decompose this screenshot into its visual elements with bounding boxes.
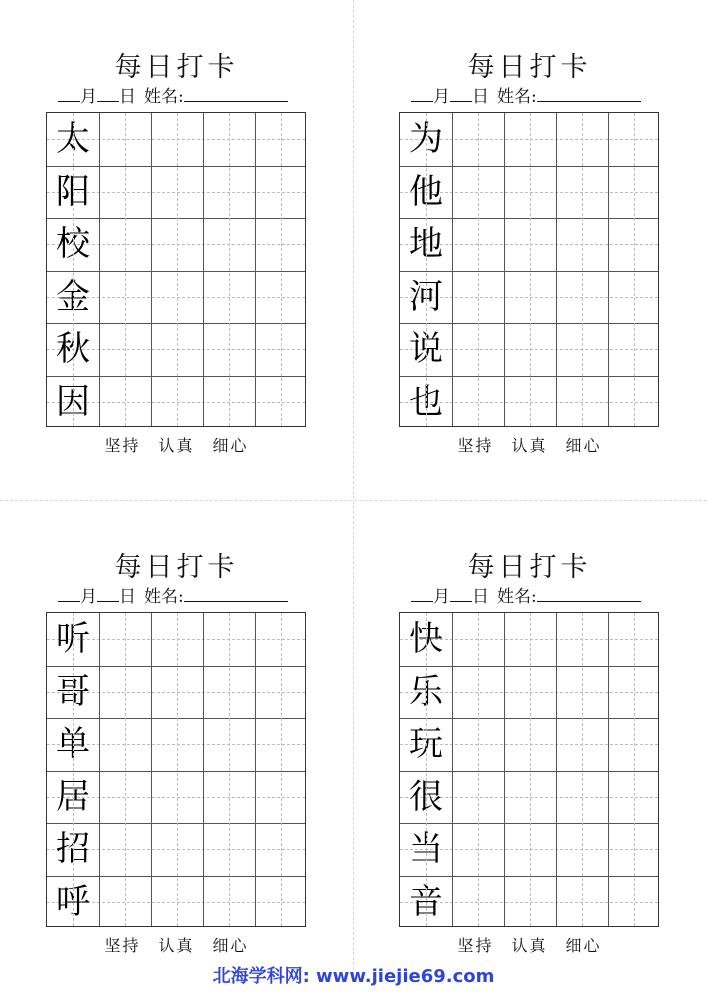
day-blank[interactable]	[450, 87, 472, 102]
guide-line	[478, 613, 479, 926]
practice-character: 金	[56, 276, 90, 317]
column-line	[608, 613, 609, 926]
date-name-line	[411, 86, 641, 108]
card-title: 每日打卡	[467, 552, 592, 583]
column-line	[255, 613, 256, 926]
name-blank[interactable]	[537, 587, 641, 602]
practice-character: 听	[56, 619, 90, 659]
motto-word: 坚持	[457, 936, 494, 955]
practice-character: 地	[409, 224, 443, 264]
motto-word: 细心	[212, 936, 249, 955]
guide-line	[229, 113, 230, 426]
practice-character: 秋	[56, 329, 90, 369]
motto-word: 认真	[511, 436, 548, 455]
guide-line	[229, 613, 230, 926]
tianzige-grid	[399, 112, 659, 427]
day-blank[interactable]	[97, 587, 119, 602]
name-label: 姓名:	[144, 87, 184, 107]
motto	[0, 433, 353, 456]
guide-line	[281, 613, 282, 926]
month-blank[interactable]	[411, 87, 433, 102]
practice-character: 很	[409, 776, 443, 817]
practice-character: 也	[409, 381, 443, 422]
day-blank[interactable]	[97, 87, 119, 102]
practice-character: 校	[56, 224, 90, 264]
practice-character: 河	[409, 276, 443, 317]
motto-word: 坚持	[104, 436, 141, 455]
practice-character: 当	[409, 829, 443, 869]
practice-character: 音	[409, 881, 443, 922]
date-name-line	[58, 586, 288, 608]
name-blank[interactable]	[184, 87, 288, 102]
tianzige-grid	[46, 112, 306, 427]
guide-line	[281, 113, 282, 426]
column-line	[151, 613, 152, 926]
column-line	[452, 613, 453, 926]
practice-card	[0, 0, 353, 500]
practice-character: 因	[56, 381, 90, 422]
motto-word: 细心	[565, 436, 602, 455]
practice-character: 为	[409, 119, 443, 159]
guide-line	[177, 113, 178, 426]
column-line	[608, 113, 609, 426]
guide-line	[426, 113, 427, 426]
motto	[353, 933, 706, 956]
column-line	[556, 613, 557, 926]
practice-character: 说	[409, 329, 443, 369]
motto-word: 细心	[565, 936, 602, 955]
card-title: 每日打卡	[114, 52, 239, 83]
guide-line	[73, 613, 74, 926]
name-label: 姓名:	[144, 587, 184, 607]
practice-card	[0, 500, 353, 1000]
guide-line	[73, 113, 74, 426]
guide-line	[530, 613, 531, 926]
guide-line	[530, 113, 531, 426]
column-line	[99, 113, 100, 426]
motto	[0, 933, 353, 956]
practice-character: 玩	[409, 724, 443, 764]
column-line	[556, 113, 557, 426]
guide-line	[125, 113, 126, 426]
month-label: 月	[433, 587, 450, 607]
practice-character: 他	[409, 171, 443, 212]
motto	[353, 433, 706, 456]
guide-line	[478, 113, 479, 426]
column-line	[452, 113, 453, 426]
column-line	[255, 113, 256, 426]
month-label: 月	[80, 87, 97, 107]
name-label: 姓名:	[497, 87, 537, 107]
day-label: 日	[119, 87, 136, 107]
guide-line	[582, 113, 583, 426]
month-blank[interactable]	[58, 87, 80, 102]
column-line	[504, 113, 505, 426]
column-line	[151, 113, 152, 426]
guide-line	[177, 613, 178, 926]
site-watermark: 北海学科网: www.jiejie69.com	[212, 966, 495, 987]
day-label: 日	[472, 87, 489, 107]
month-blank[interactable]	[58, 587, 80, 602]
month-label: 月	[433, 87, 450, 107]
day-label: 日	[119, 587, 136, 607]
guide-line	[634, 113, 635, 426]
practice-card	[353, 500, 706, 1000]
card-title: 每日打卡	[114, 552, 239, 583]
motto-word: 认真	[511, 936, 548, 955]
card-title: 每日打卡	[467, 52, 592, 83]
tianzige-grid	[399, 612, 659, 927]
column-line	[99, 613, 100, 926]
guide-line	[582, 613, 583, 926]
practice-character: 阳	[56, 171, 90, 212]
practice-character: 呼	[56, 881, 90, 922]
guide-line	[634, 613, 635, 926]
column-line	[504, 613, 505, 926]
practice-character: 乐	[409, 671, 443, 712]
month-label: 月	[80, 587, 97, 607]
guide-line	[125, 613, 126, 926]
date-name-line	[411, 586, 641, 608]
name-label: 姓名:	[497, 587, 537, 607]
motto-word: 认真	[158, 436, 195, 455]
tianzige-grid	[46, 612, 306, 927]
name-blank[interactable]	[184, 587, 288, 602]
motto-word: 坚持	[104, 936, 141, 955]
day-label: 日	[472, 587, 489, 607]
motto-word: 认真	[158, 936, 195, 955]
practice-character: 哥	[56, 671, 90, 712]
motto-word: 坚持	[457, 436, 494, 455]
column-line	[203, 613, 204, 926]
column-line	[203, 113, 204, 426]
name-blank[interactable]	[537, 87, 641, 102]
month-blank[interactable]	[411, 587, 433, 602]
practice-character: 快	[409, 619, 443, 659]
guide-line	[426, 613, 427, 926]
day-blank[interactable]	[450, 587, 472, 602]
practice-character: 居	[56, 776, 90, 817]
practice-character: 招	[56, 829, 90, 869]
practice-character: 单	[56, 724, 90, 764]
motto-word: 细心	[212, 436, 249, 455]
date-name-line	[58, 86, 288, 108]
practice-character: 太	[56, 119, 90, 159]
practice-card	[353, 0, 706, 500]
